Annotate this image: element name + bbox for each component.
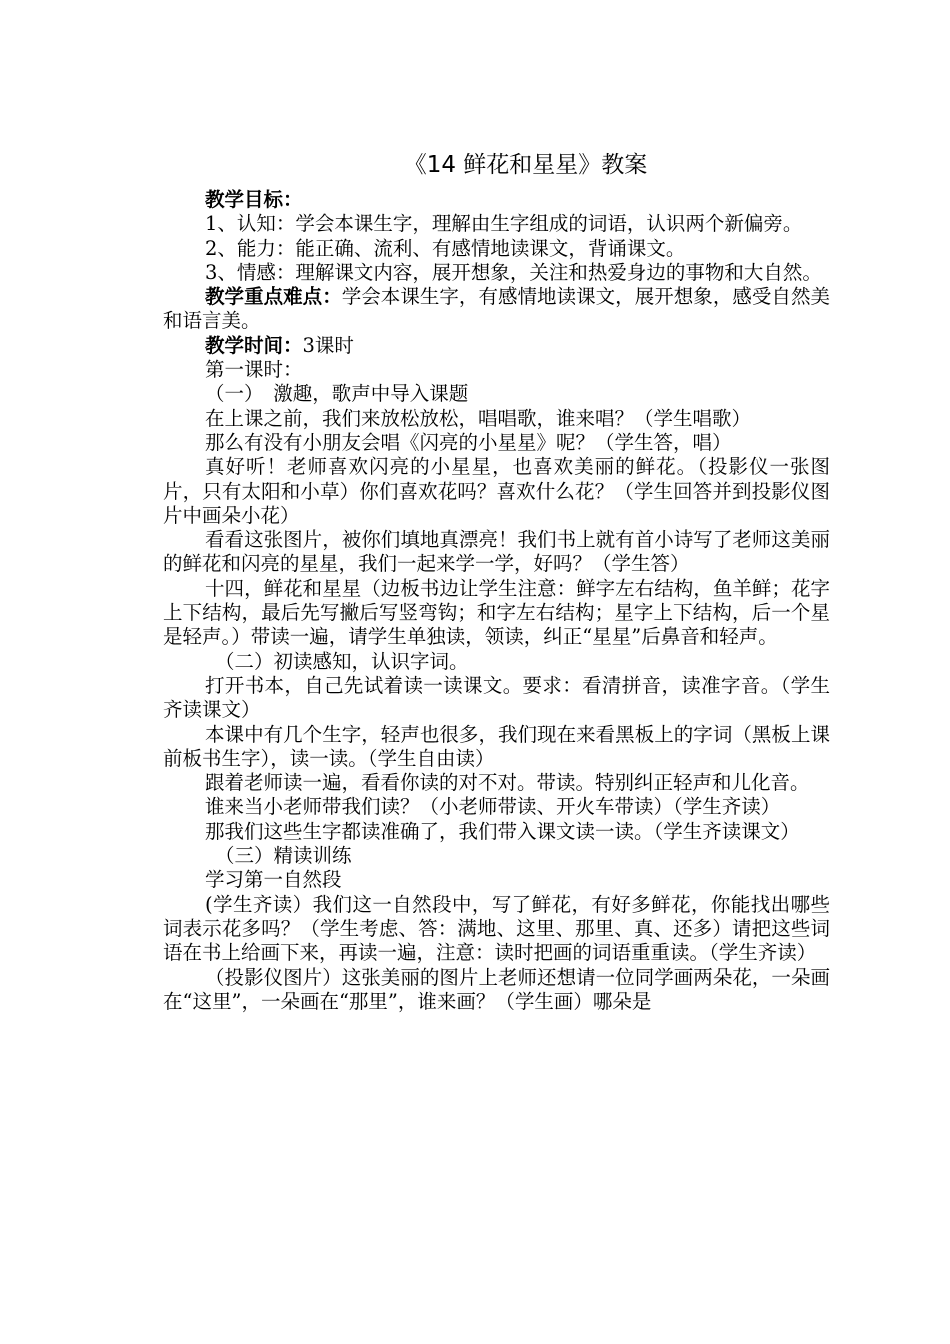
section-three-heading: （三）精读训练 [215,844,352,868]
document-title: 《14 鲜花和星星》教案 [403,152,648,178]
teaching-time-value: 3课时 [302,333,354,357]
section-two-paragraph: 打开书本，自己先试着读一读课文。要求：看清拼音，读准字音。（学生齐读课文） [163,673,830,722]
section-two-paragraph: 本课中有几个生字，轻声也很多，我们现在来看黑板上的字词（黑板上课前板书生字），读一读。（学生自由读） [163,722,830,770]
teaching-time-label: 教学时间： [205,333,303,357]
document-page [163,150,830,1014]
key-points-text: 学会本课生字，有感情地读课文，展开想象，感受自然美和语言美。 [163,285,830,333]
key-points-label: 教学重点难点： [205,285,342,309]
objectives-heading: 教学目标： [205,188,303,211]
section-one-paragraph: 十四，鲜花和星星（边板书边让学生注意：鲜字左右结构，鱼羊鲜；花字上下结构，最后先写撇后写竖弯钩；和字左右结构；星字上下结构，后一个星是轻声。）带读一遍，请学生单独读，领读，纠正“星星”后鼻音和轻声。 [163,576,830,649]
section-one-paragraph: 那么有没有小朋友会唱《闪亮的小星星》呢？（学生答，唱） [205,430,732,454]
objective-ability: 2、能力：能正确、流利、有感情地读课文，背诵课文。 [205,236,686,260]
section-three-paragraph: （投影仪图片）这张美丽的图片上老师还想请一位同学画两朵花，一朵画在“这里”，一朵画在“那里”，谁来画？（学生画）哪朵是 [163,965,830,1013]
teaching-time-paragraph [163,334,830,358]
section-two-paragraph: 谁来当小老师带我们读？（小老师带读、开火车带读）（学生齐读） [205,795,781,819]
section-two-paragraph: 那我们这些生字都读准确了，我们带入课文读一读。（学生齐读课文） [205,819,800,843]
section-one-paragraph: 在上课之前，我们来放松放松，唱唱歌，谁来唱？（学生唱歌） [205,406,752,430]
objective-emotion: 3、情感：理解课文内容，展开想象，关注和热爱身边的事物和大自然。 [205,260,822,284]
objective-cognition: 1、认知：学会本课生字，理解由生字组成的词语，认识两个新偏旁。 [205,212,803,236]
section-one-paragraph: 看看这张图片，被你们填地真漂亮！我们书上就有首小诗写了老师这美丽的鲜花和闪亮的星星，我们一起来学一学，好吗？（学生答） [163,528,830,576]
section-three-subheading: 学习第一自然段 [205,868,342,892]
section-two-heading: （二）初读感知，认识字词。 [215,649,469,673]
key-points-paragraph [163,285,830,334]
section-two-paragraph: 跟着老师读一遍，看看你读的对不对。带读。特别纠正轻声和儿化音。 [205,771,810,795]
section-one-paragraph: 真好听！老师喜欢闪亮的小星星，也喜欢美丽的鲜花。（投影仪一张图片，只有太阳和小草）你们喜欢花吗？喜欢什么花？（学生回答并到投影仪图片中画朵小花） [163,455,830,527]
section-three-paragraph: (学生齐读）我们这一自然段中，写了鲜花，有好多鲜花，你能找出哪些词表示花多吗？（学生考虑、答：满地、这里、那里、真、还多）请把这些词语在书上给画下来，再读一遍，注意：读时把画的词语重重读。（学生齐读） [163,892,830,965]
lesson-one-heading: 第一课时： [205,358,303,382]
section-one-heading: （一） 激趣，歌声中导入课题 [205,382,469,406]
